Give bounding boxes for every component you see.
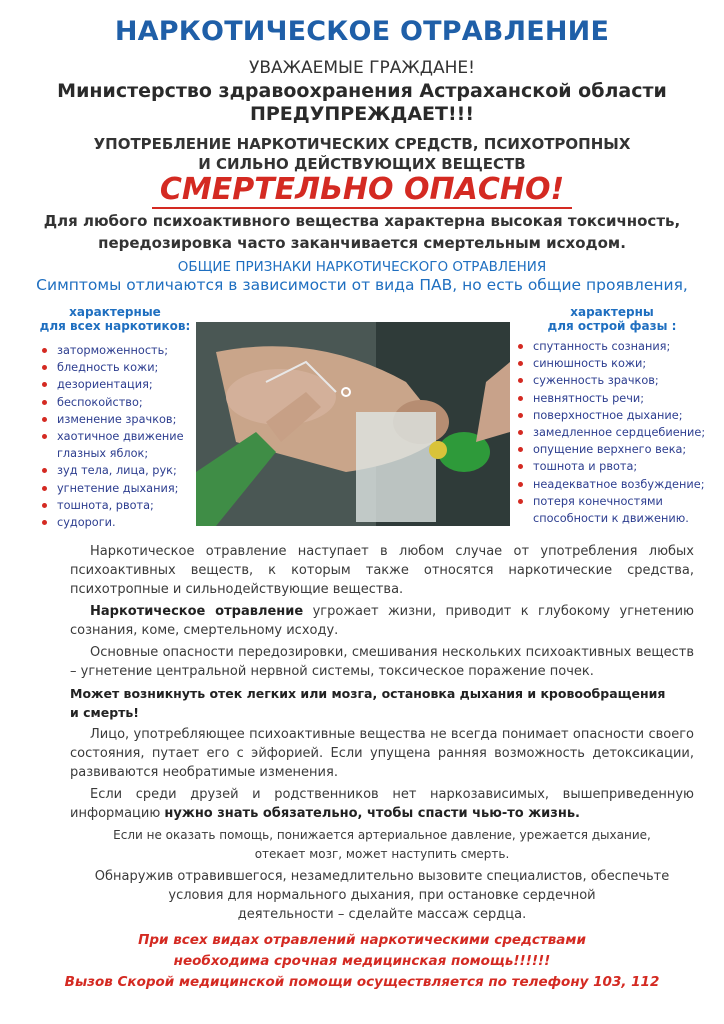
ministry-line: Министерство здравоохранения Астраханской области <box>57 80 667 102</box>
emergency-footer <box>0 930 724 993</box>
left-column-heading <box>30 305 200 333</box>
list-item: спутанность сознания; <box>518 338 718 355</box>
list-item: потеря конечностями способности к движению. <box>518 493 718 527</box>
paragraph-6 <box>70 785 694 823</box>
paragraph-7-line-1: Если не оказать помощь, понижается артериальное давление, урежается дыхание, <box>113 828 651 842</box>
footer-line-3: Вызов Скорой медицинской помощи осуществляется по телефону 103, 112 <box>64 974 660 990</box>
paragraph-6-bold: нужно знать обязательно, чтобы спасти чью-то жизнь. <box>164 806 580 821</box>
list-item: синюшность кожи; <box>518 355 718 372</box>
paragraph-7-line-2: отекает мозг, может наступить смерть. <box>254 847 510 861</box>
common-signs-list <box>42 342 198 531</box>
right-heading-line-2: для острой фазы : <box>547 319 677 333</box>
list-item: заторможенность; <box>42 342 198 359</box>
paragraph-4-line-2: и смерть! <box>70 705 140 720</box>
paragraph-5: Лицо, употребляющее психоактивные вещества не всегда понимает опасности своего состояния, путает его с эйфорией. Если упущена ранняя возможность детоксикации, развиваются необратимые изменения. <box>70 727 694 780</box>
list-item: дезориентация; <box>42 376 198 393</box>
list-item: замедленное сердцебиение; <box>518 424 718 441</box>
toxicity-note <box>0 210 724 254</box>
right-heading-line-1: характерны <box>570 305 654 319</box>
list-item: суженность зрачков; <box>518 372 718 389</box>
body-text <box>70 542 694 927</box>
paragraph-4-line-1: Может возникнуть отек легких или мозга, остановка дыхания и кровообращения <box>70 686 666 701</box>
list-item: изменение зрачков; <box>42 411 198 428</box>
paragraph-8-line-2: условия для нормального дыхания, при остановке сердечной <box>168 888 596 903</box>
usage-heading <box>0 134 724 174</box>
toxicity-line-1: Для любого психоактивного вещества характерна высокая токсичность, <box>43 212 681 230</box>
paragraph-3: Основные опасности передозировки, смешивания нескольких психоактивных веществ – угнетение центральной нервной системы, токсическое поражение почек. <box>70 645 694 679</box>
resuscitation-illustration <box>196 322 510 526</box>
paragraph-8-line-3: деятельности – сделайте массаж сердца. <box>237 907 527 922</box>
list-item: неадекватное возбуждение; <box>518 476 718 493</box>
list-item: зуд тела, лица, рук; <box>42 462 198 479</box>
list-item: судороги. <box>42 514 198 531</box>
footer-line-2: необходима срочная медицинская помощь!!!!!! <box>173 953 551 969</box>
list-item: поверхностное дыхание; <box>518 407 718 424</box>
paragraph-2-bold: Наркотическое отравление <box>90 604 304 619</box>
paragraph-6-start: Если среди друзей и родственников нет наркозависимых, вышеприведенную информацию <box>70 787 694 821</box>
usage-line-1: УПОТРЕБЛЕНИЕ НАРКОТИЧЕСКИХ СРЕДСТВ, ПСИХОТРОПНЫХ <box>93 135 631 153</box>
paragraph-4 <box>70 684 694 722</box>
list-item: опущение верхнего века; <box>518 441 718 458</box>
signs-title: ОБЩИЕ ПРИЗНАКИ НАРКОТИЧЕСКОГО ОТРАВЛЕНИЯ <box>177 259 547 275</box>
list-item: тошнота и рвота; <box>518 458 718 475</box>
list-item: тошнота, рвота; <box>42 497 198 514</box>
toxicity-line-2: передозировка часто заканчивается смертельным исходом. <box>98 234 626 252</box>
list-item: бледность кожи; <box>42 359 198 376</box>
deadly-text: СМЕРТЕЛЬНО ОПАСНО! <box>152 172 572 209</box>
paragraph-1: Наркотическое отравление наступает в любом случае от употребления любых психоактивных веществ, к которым также относятся наркотические средства, психотропные и сильнодействующие вещества. <box>70 544 694 597</box>
list-item: беспокойство; <box>42 394 198 411</box>
list-item: хаотичное движение глазных яблок; <box>42 428 198 462</box>
right-column-heading <box>512 305 712 333</box>
acute-signs-list <box>518 338 718 527</box>
footer-line-1: При всех видах отравлений наркотическими средствами <box>138 932 586 948</box>
paragraph-8 <box>70 867 694 924</box>
symptoms-intro: Симптомы отличаются в зависимости от вида ПАВ, но есть общие проявления, <box>36 276 688 294</box>
deadly-warning <box>0 172 724 207</box>
paragraph-2 <box>70 602 694 640</box>
left-heading-line-1: характерные <box>69 305 161 319</box>
left-heading-line-2: для всех наркотиков: <box>39 319 191 333</box>
list-item: угнетение дыхания; <box>42 480 198 497</box>
ministry-warning <box>0 80 724 126</box>
warns-line: ПРЕДУПРЕЖДАЕТ!!! <box>249 103 474 125</box>
paragraph-2-rest: угрожает жизни, приводит к глубокому угнетению сознания, коме, смертельному исходу. <box>70 604 694 638</box>
usage-line-2: И СИЛЬНО ДЕЙСТВУЮЩИХ ВЕЩЕСТВ <box>198 155 526 173</box>
paragraph-8-line-1: Обнаружив отравившегося, незамедлительно вызовите специалистов, обеспечьте <box>94 869 670 884</box>
list-item: невнятность речи; <box>518 390 718 407</box>
resuscitation-photo <box>196 322 510 526</box>
paragraph-7 <box>70 826 694 864</box>
greeting: УВАЖАЕМЫЕ ГРАЖДАНЕ! <box>249 58 475 78</box>
page-title: НАРКОТИЧЕСКОЕ ОТРАВЛЕНИЕ <box>114 16 610 47</box>
